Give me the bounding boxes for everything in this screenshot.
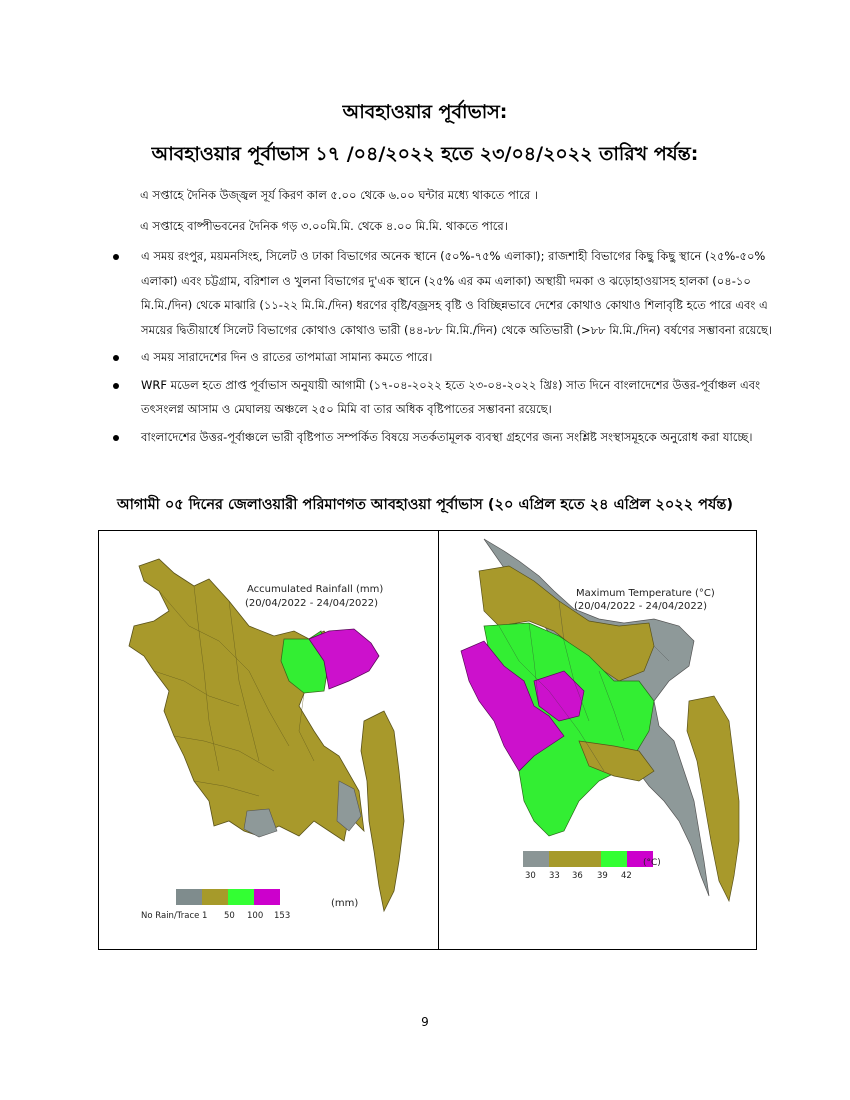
list-item: [113, 425, 778, 450]
rainfall-map: [99, 531, 438, 949]
map-section-title: আগামী ০৫ দিনের জেলাওয়ারী পরিমাণগত আবহাওয়া পূর্বাভাস (২০ এপ্রিল হতে ২৪ এপ্রিল ২০২২ পর্যন্ত): [117, 497, 733, 513]
temperature-legend-tick: 33: [549, 871, 560, 881]
temperature-legend: [523, 851, 653, 867]
page-number: 9: [421, 1015, 429, 1029]
rainfall-legend-swatch: [228, 889, 254, 905]
temperature-legend-tick: 42: [621, 871, 632, 881]
list-item: [113, 244, 778, 342]
bullet-text: WRF মডেল হতে প্রাপ্ত পূর্বাভাস অনুযায়ী আগামী (১৭-০৪-২০২২ হতে ২৩-০৪-২০২২ খ্রিঃ) সাত দিনে বাংলাদেশের উত্তর-পূর্বাঞ্চল এবং তৎসংলগ্ন আসাম ও মেঘালয় অঞ্চলে ২৫০ মিমি বা তার অধিক বৃষ্টিপাতের সম্ভাবনা রয়েছে।: [141, 377, 761, 416]
bullet-icon: [113, 254, 119, 260]
rainfall-unit-label: (mm): [331, 898, 359, 909]
page-subheading: আবহাওয়ার পূর্বাভাস ১৭ /০৪/২০২২ হতে ২৩/০৪/২০২২ তারিখ পর্যন্ত:: [151, 143, 699, 165]
rainfall-legend-tick: 153: [274, 911, 291, 921]
bullet-text: এ সময় রংপুর, ময়মনসিংহ, সিলেট ও ঢাকা বিভাগের অনেক স্থানে (৫০%-৭৫% এলাকা); রাজশাহী বিভাগের কিছু কিছু স্থানে (২৫%-৫০% এলাকা) এবং চট্টগ্রাম, বরিশাল ও খুলনা বিভাগের দু'এক স্থানে (২৫% এর কম এলাকা) অস্থায়ী দমকা ও ঝড়োহাওয়াসহ হালকা (০৪-১০ মি.মি./দিন) থেকে মাঝারি (১১-২২ মি.মি./দিন) ধরণের বৃষ্টি/বজ্রসহ বৃষ্টি ও বিচ্ছিন্নভাবে দেশের কোথাও কোথাও শিলাবৃষ্টি হতে পারে এবং এ সময়ের দ্বিতীয়ার্ধে সিলেট বিভাগের কোথাও কোথাও ভারী (৪৪-৮৮ মি.মি./দিন) থেকে অতিভারী (>৮৮ মি.মি./দিন) বর্ষণের সম্ভাবনা রয়েছে।: [141, 249, 773, 337]
temperature-legend-swatch: [523, 851, 549, 867]
rainfall-hill-tracts-region: [361, 711, 404, 911]
bullet-icon: [113, 355, 119, 361]
temperature-legend-swatch: [601, 851, 627, 867]
bullet-text: বাংলাদেশের উত্তর-পূর্বাঞ্চলে ভারী বৃষ্টিপাত সম্পর্কিত বিষয়ে সতর্কতামূলক ব্যবস্থা গ্রহণের জন্য সংশ্লিষ্ট সংস্থাসমূহকে অনুরোধ করা যাচ্ছে।: [141, 429, 753, 444]
rainfall-legend-tick: 100: [247, 911, 264, 921]
temperature-legend-tick: 30: [525, 871, 536, 881]
forecast-bullet-list: [113, 244, 778, 449]
list-item: [113, 373, 778, 422]
rainfall-legend: [176, 889, 280, 905]
temperature-map-title: Maximum Temperature (°C): [576, 588, 715, 599]
rainfall-map-title: Accumulated Rainfall (mm): [247, 584, 384, 595]
list-item: [113, 345, 778, 370]
temperature-legend-tick: 39: [597, 871, 608, 881]
temperature-legend-swatch: [549, 851, 575, 867]
bullet-text: এ সময় সারাদেশের দিন ও রাতের তাপমাত্রা সামান্য কমতে পারে।: [141, 350, 433, 364]
rainfall-legend-swatch: [176, 889, 202, 905]
rainfall-legend-swatch: [254, 889, 280, 905]
forecast-maps-frame: [98, 530, 757, 950]
rainfall-legend-swatch: [202, 889, 228, 905]
page-heading: আবহাওয়ার পূর্বাভাস:: [342, 101, 508, 123]
temperature-map: [439, 531, 756, 949]
sunshine-paragraph: এ সপ্তাহে দৈনিক উজ্জ্বল সূর্য কিরণ কাল ৫.০০ থেকে ৬.০০ ঘন্টার মধ্যে থাকতে পারে ।: [140, 188, 538, 202]
rainfall-legend-tick: 50: [224, 911, 235, 921]
rainfall-map-period: (20/04/2022 - 24/04/2022): [245, 598, 379, 609]
temperature-legend-tick: 36: [572, 871, 583, 881]
temperature-legend-swatch: [575, 851, 601, 867]
temperature-map-period: (20/04/2022 - 24/04/2022): [574, 601, 708, 612]
bullet-icon: [113, 435, 119, 441]
evaporation-paragraph: এ সপ্তাহে বাষ্পীভবনের দৈনিক গড় ৩.০০মি.মি. থেকে ৪.০০ মি.মি. থাকতে পারে।: [140, 219, 508, 233]
temperature-olive-east: [687, 696, 739, 901]
rainfall-legend-tick: No Rain/Trace 1: [141, 911, 208, 921]
bullet-icon: [113, 383, 119, 389]
temperature-unit-label: (°C): [643, 858, 661, 868]
